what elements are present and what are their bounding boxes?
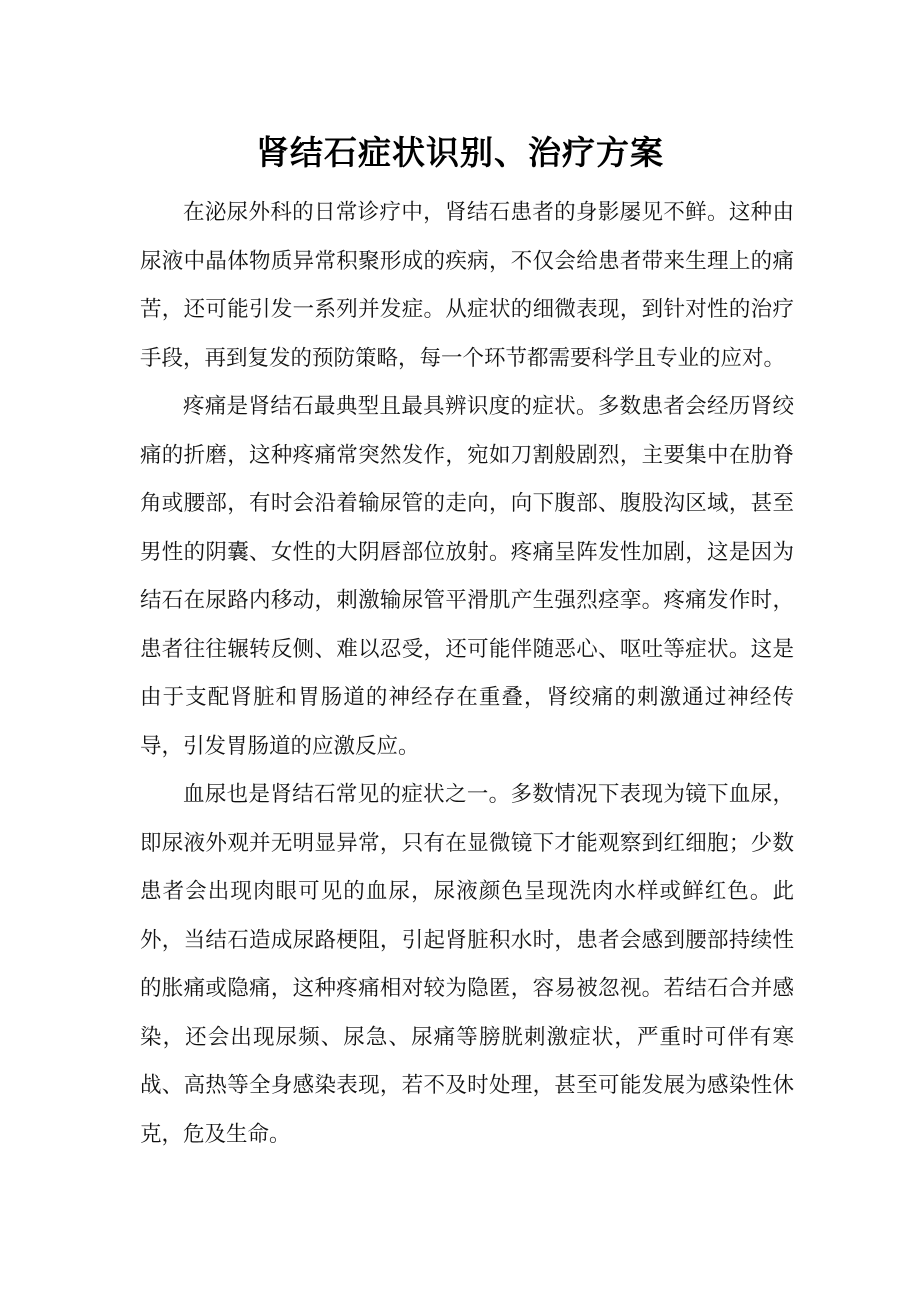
- paragraph-hematuria-symptom: 血尿也是肾结石常见的症状之一。多数情况下表现为镜下血尿，即尿液外观并无明显异常，只有在显微镜下才能观察到红细胞；少数患者会出现肉眼可见的血尿，尿液颜色呈现洗肉水样或鲜红色。此外，当结石造成尿路梗阻，引起肾脏积水时，患者会感到腰部持续性的胀痛或隐痛，这种疼痛相对较为隐匿，容易被忽视。若结石合并感染，还会出现尿频、尿急、尿痛等膀胱刺激症状，严重时可伴有寒战、高热等全身感染表现，若不及时处理，甚至可能发展为感染性休克，危及生命。: [140, 782, 794, 1147]
- paragraph-intro: 在泌尿外科的日常诊疗中，肾结石患者的身影屡见不鲜。这种由尿液中晶体物质异常积聚形成的疾病，不仅会给患者带来生理上的痛苦，还可能引发一系列并发症。从症状的细微表现，到针对性的治疗手段，再到复发的预防策略，每一个环节都需要科学且专业的应对。: [140, 200, 794, 371]
- paragraph-pain-symptom: 疼痛是肾结石最典型且最具辨识度的症状。多数患者会经历肾绞痛的折磨，这种疼痛常突然发作，宛如刀割般剧烈，主要集中在肋脊角或腰部，有时会沿着输尿管的走向，向下腹部、腹股沟区域，甚至男性的阴囊、女性的大阴唇部位放射。疼痛呈阵发性加剧，这是因为结石在尿路内移动，刺激输尿管平滑肌产生强烈痉挛。疼痛发作时，患者往往辗转反侧、难以忍受，还可能伴随恶心、呕吐等症状。这是由于支配肾脏和胃肠道的神经存在重叠，肾绞痛的刺激通过神经传导，引发胃肠道的应激反应。: [140, 394, 794, 759]
- document-body: [140, 189, 794, 1159]
- document-title: 肾结石症状识别、治疗方案: [256, 133, 664, 172]
